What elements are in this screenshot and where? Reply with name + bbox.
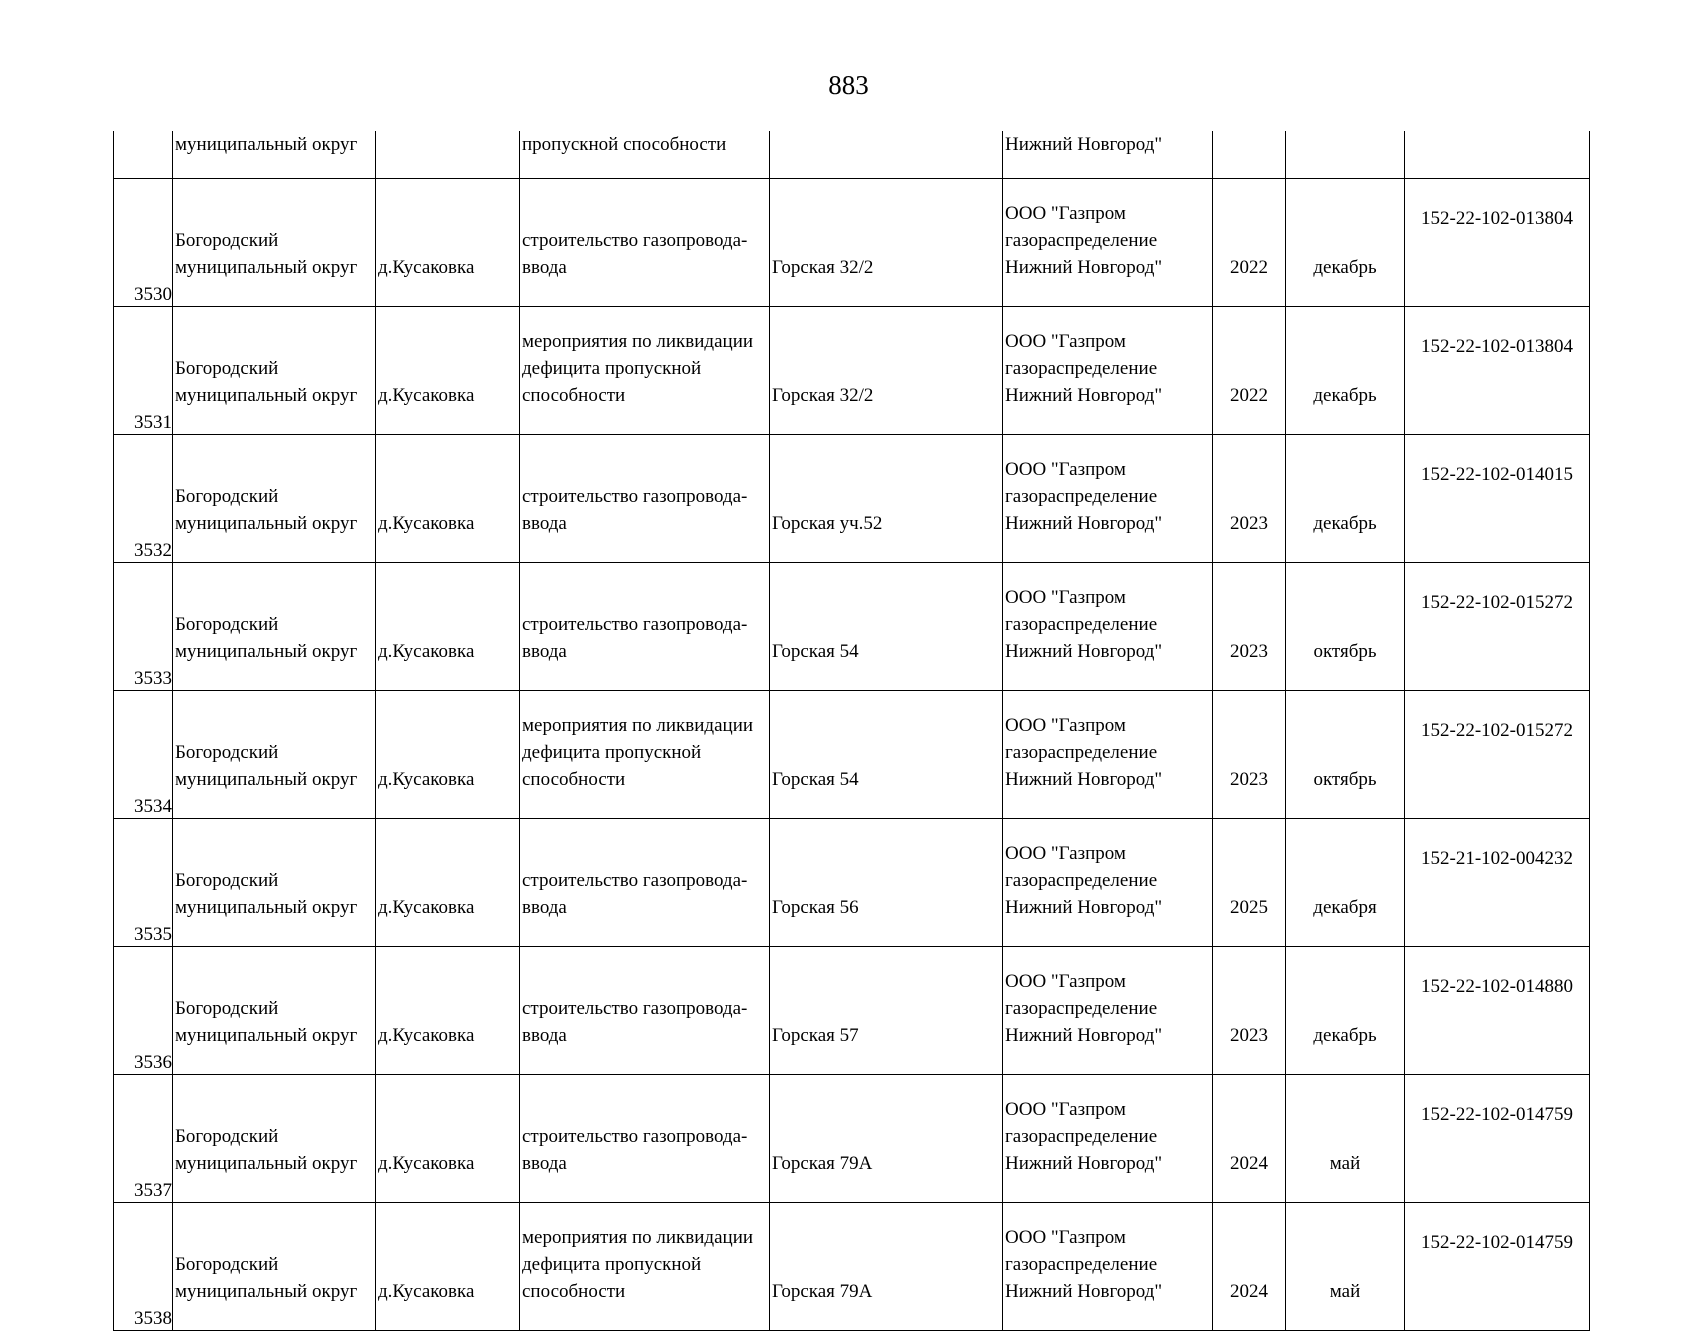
cell-address <box>770 947 1003 1075</box>
cell-organization <box>1003 435 1213 563</box>
cell-village-text: д.Кусаковка <box>378 513 475 534</box>
cell-month-text: декабрь <box>1313 385 1377 406</box>
cell-code <box>1405 435 1590 563</box>
cell-year <box>1213 131 1286 179</box>
cell-code-text: 152-22-102-014759 <box>1421 1232 1573 1253</box>
cell-organization-text: ООО "Газпром газораспределение Нижний Новгород" <box>1005 843 1163 918</box>
cell-address <box>770 819 1003 947</box>
cell-district-text: Богородский муниципальный округ <box>175 1254 358 1302</box>
cell-address <box>770 563 1003 691</box>
cell-code <box>1405 563 1590 691</box>
cell-organization-text: ООО "Газпром газораспределение Нижний Новгород" <box>1005 331 1163 406</box>
cell-year-text: 2023 <box>1230 769 1268 790</box>
cell-address-text: Горская 79А <box>772 1281 873 1302</box>
cell-district-text: Богородский муниципальный округ <box>175 230 358 278</box>
cell-code-text: 152-22-102-014759 <box>1421 1104 1573 1125</box>
cell-district <box>173 947 376 1075</box>
cell-code-text: 152-21-102-004232 <box>1421 848 1573 869</box>
cell-district-text: Богородский муниципальный округ <box>175 742 358 790</box>
cell-address-text: Горская 57 <box>772 1025 859 1046</box>
cell-organization <box>1003 1203 1213 1331</box>
table-row <box>114 307 1590 435</box>
cell-village <box>376 131 520 179</box>
cell-code <box>1405 947 1590 1075</box>
cell-village <box>376 307 520 435</box>
cell-year <box>1213 1075 1286 1203</box>
cell-year <box>1213 307 1286 435</box>
cell-work <box>520 691 770 819</box>
cell-district <box>173 435 376 563</box>
cell-district-text: Богородский муниципальный округ <box>175 358 358 406</box>
cell-code <box>1405 131 1590 179</box>
cell-num <box>114 691 173 819</box>
cell-month-text: май <box>1329 1281 1361 1302</box>
cell-village <box>376 691 520 819</box>
cell-address <box>770 131 1003 179</box>
cell-organization <box>1003 819 1213 947</box>
cell-organization-text: ООО "Газпром газораспределение Нижний Новгород" <box>1005 971 1163 1046</box>
cell-district <box>173 563 376 691</box>
cell-work-text: строительство газопровода-ввода <box>522 614 748 662</box>
cell-num <box>114 179 173 307</box>
cell-district <box>173 691 376 819</box>
cell-work-text: строительство газопровода-ввода <box>522 998 748 1046</box>
cell-village-text: д.Кусаковка <box>378 257 475 278</box>
cell-year-text: 2023 <box>1230 513 1268 534</box>
cell-num <box>114 1075 173 1203</box>
cell-month <box>1286 307 1405 435</box>
cell-work <box>520 563 770 691</box>
cell-district-text: Богородский муниципальный округ <box>175 614 358 662</box>
cell-num <box>114 563 173 691</box>
cell-organization <box>1003 947 1213 1075</box>
cell-num-text: 3537 <box>134 1180 172 1201</box>
cell-year <box>1213 179 1286 307</box>
cell-district: муниципальный округ <box>173 131 376 179</box>
cell-num <box>114 435 173 563</box>
cell-address-text: Горская 56 <box>772 897 859 918</box>
cell-year-text: 2023 <box>1230 641 1268 662</box>
table-row <box>114 435 1590 563</box>
continuation-row <box>114 131 1590 179</box>
cell-num <box>114 307 173 435</box>
cell-month <box>1286 131 1405 179</box>
cell-month-text: октябрь <box>1313 769 1377 790</box>
cell-num-text: 3532 <box>134 540 172 561</box>
cell-village-text: д.Кусаковка <box>378 1281 475 1302</box>
cell-code-text: 152-22-102-015272 <box>1421 720 1573 741</box>
cell-organization <box>1003 691 1213 819</box>
cell-work <box>520 1203 770 1331</box>
cell-village <box>376 819 520 947</box>
cell-address <box>770 307 1003 435</box>
cell-year-text: 2025 <box>1230 897 1268 918</box>
cell-num-text: 3531 <box>134 412 172 433</box>
cell-num <box>114 819 173 947</box>
cell-work-text: строительство газопровода-ввода <box>522 230 748 278</box>
cell-code <box>1405 691 1590 819</box>
cell-month-text: декабрь <box>1313 257 1377 278</box>
cell-code-text: 152-22-102-014015 <box>1421 464 1573 485</box>
cell-num <box>114 1203 173 1331</box>
cell-organization-text: ООО "Газпром газораспределение Нижний Новгород" <box>1005 459 1163 534</box>
cell-village <box>376 1075 520 1203</box>
cell-address <box>770 691 1003 819</box>
cell-month <box>1286 691 1405 819</box>
cell-month-text: май <box>1329 1153 1361 1174</box>
cell-village-text: д.Кусаковка <box>378 769 475 790</box>
cell-year-text: 2024 <box>1230 1153 1268 1174</box>
cell-year-text: 2023 <box>1230 1025 1268 1046</box>
cell-year-text: 2024 <box>1230 1281 1268 1302</box>
cell-organization <box>1003 563 1213 691</box>
cell-work <box>520 435 770 563</box>
cell-village <box>376 179 520 307</box>
cell-organization-text: ООО "Газпром газораспределение Нижний Новгород" <box>1005 587 1163 662</box>
cell-year-text: 2022 <box>1230 257 1268 278</box>
cell-num <box>114 947 173 1075</box>
cell-organization <box>1003 307 1213 435</box>
table-row <box>114 691 1590 819</box>
cell-village <box>376 563 520 691</box>
cell-month <box>1286 179 1405 307</box>
cell-organization-text: ООО "Газпром газораспределение Нижний Новгород" <box>1005 1227 1163 1302</box>
cell-district <box>173 179 376 307</box>
cell-code-text: 152-22-102-015272 <box>1421 592 1573 613</box>
cell-work <box>520 947 770 1075</box>
cell-organization-text: ООО "Газпром газораспределение Нижний Новгород" <box>1005 715 1163 790</box>
cell-work <box>520 307 770 435</box>
cell-address <box>770 179 1003 307</box>
cell-month <box>1286 563 1405 691</box>
cell-work <box>520 1075 770 1203</box>
cell-code <box>1405 1203 1590 1331</box>
cell-work-text: мероприятия по ликвидации дефицита пропускной способности <box>522 715 754 790</box>
table-row <box>114 1203 1590 1331</box>
cell-year <box>1213 947 1286 1075</box>
cell-address-text: Горская 54 <box>772 641 859 662</box>
cell-month-text: декабря <box>1313 897 1377 918</box>
cell-work-text: строительство газопровода-ввода <box>522 486 748 534</box>
cell-code <box>1405 819 1590 947</box>
cell-district-text: Богородский муниципальный округ <box>175 486 358 534</box>
cell-address-text: Горская 54 <box>772 769 859 790</box>
cell-month-text: октябрь <box>1313 641 1377 662</box>
cell-village-text: д.Кусаковка <box>378 1025 475 1046</box>
cell-address <box>770 1075 1003 1203</box>
cell-num-text: 3536 <box>134 1052 172 1073</box>
gas-connection-table <box>113 131 1590 1331</box>
cell-organization-text: ООО "Газпром газораспределение Нижний Новгород" <box>1005 203 1163 278</box>
cell-village <box>376 947 520 1075</box>
cell-work <box>520 819 770 947</box>
cell-year-text: 2022 <box>1230 385 1268 406</box>
cell-district <box>173 819 376 947</box>
cell-code <box>1405 1075 1590 1203</box>
cell-num-text: 3533 <box>134 668 172 689</box>
cell-district <box>173 1075 376 1203</box>
cell-work <box>520 179 770 307</box>
cell-work-text: строительство газопровода-ввода <box>522 1126 748 1174</box>
cell-year <box>1213 435 1286 563</box>
cell-organization-text: ООО "Газпром газораспределение Нижний Новгород" <box>1005 1099 1163 1174</box>
table-row <box>114 947 1590 1075</box>
table-row <box>114 819 1590 947</box>
cell-num-text: 3534 <box>134 796 172 817</box>
cell-address <box>770 1203 1003 1331</box>
cell-work-text: строительство газопровода-ввода <box>522 870 748 918</box>
table-row <box>114 179 1590 307</box>
cell-code-text: 152-22-102-013804 <box>1421 208 1573 229</box>
cell-num-text: 3538 <box>134 1308 172 1329</box>
cell-num <box>114 131 173 179</box>
cell-year <box>1213 563 1286 691</box>
cell-month <box>1286 1075 1405 1203</box>
cell-organization: Нижний Новгород" <box>1003 131 1213 179</box>
cell-village-text: д.Кусаковка <box>378 641 475 662</box>
cell-year <box>1213 1203 1286 1331</box>
cell-num-text: 3530 <box>134 284 172 305</box>
cell-district <box>173 307 376 435</box>
cell-address-text: Горская уч.52 <box>772 513 883 534</box>
cell-month <box>1286 819 1405 947</box>
cell-district-text: Богородский муниципальный округ <box>175 1126 358 1174</box>
cell-address-text: Горская 79А <box>772 1153 873 1174</box>
cell-district <box>173 1203 376 1331</box>
cell-month <box>1286 435 1405 563</box>
cell-month-text: декабрь <box>1313 513 1377 534</box>
cell-work-text: мероприятия по ликвидации дефицита пропускной способности <box>522 331 754 406</box>
cell-address-text: Горская 32/2 <box>772 385 874 406</box>
cell-organization <box>1003 179 1213 307</box>
cell-district-text: Богородский муниципальный округ <box>175 870 358 918</box>
table-row <box>114 1075 1590 1203</box>
cell-year <box>1213 691 1286 819</box>
cell-village <box>376 435 520 563</box>
cell-village-text: д.Кусаковка <box>378 385 475 406</box>
cell-code <box>1405 179 1590 307</box>
cell-work-text: мероприятия по ликвидации дефицита пропускной способности <box>522 1227 754 1302</box>
cell-district-text: Богородский муниципальный округ <box>175 998 358 1046</box>
cell-village-text: д.Кусаковка <box>378 897 475 918</box>
page-number: 883 <box>828 70 869 100</box>
cell-address <box>770 435 1003 563</box>
cell-code <box>1405 307 1590 435</box>
cell-work: пропускной способности <box>520 131 770 179</box>
cell-month <box>1286 1203 1405 1331</box>
cell-year <box>1213 819 1286 947</box>
cell-village-text: д.Кусаковка <box>378 1153 475 1174</box>
cell-village <box>376 1203 520 1331</box>
cell-organization <box>1003 1075 1213 1203</box>
cell-month-text: декабрь <box>1313 1025 1377 1046</box>
cell-code-text: 152-22-102-013804 <box>1421 336 1573 357</box>
cell-num-text: 3535 <box>134 924 172 945</box>
cell-month <box>1286 947 1405 1075</box>
table-row <box>114 563 1590 691</box>
cell-address-text: Горская 32/2 <box>772 257 874 278</box>
cell-code-text: 152-22-102-014880 <box>1421 976 1573 997</box>
